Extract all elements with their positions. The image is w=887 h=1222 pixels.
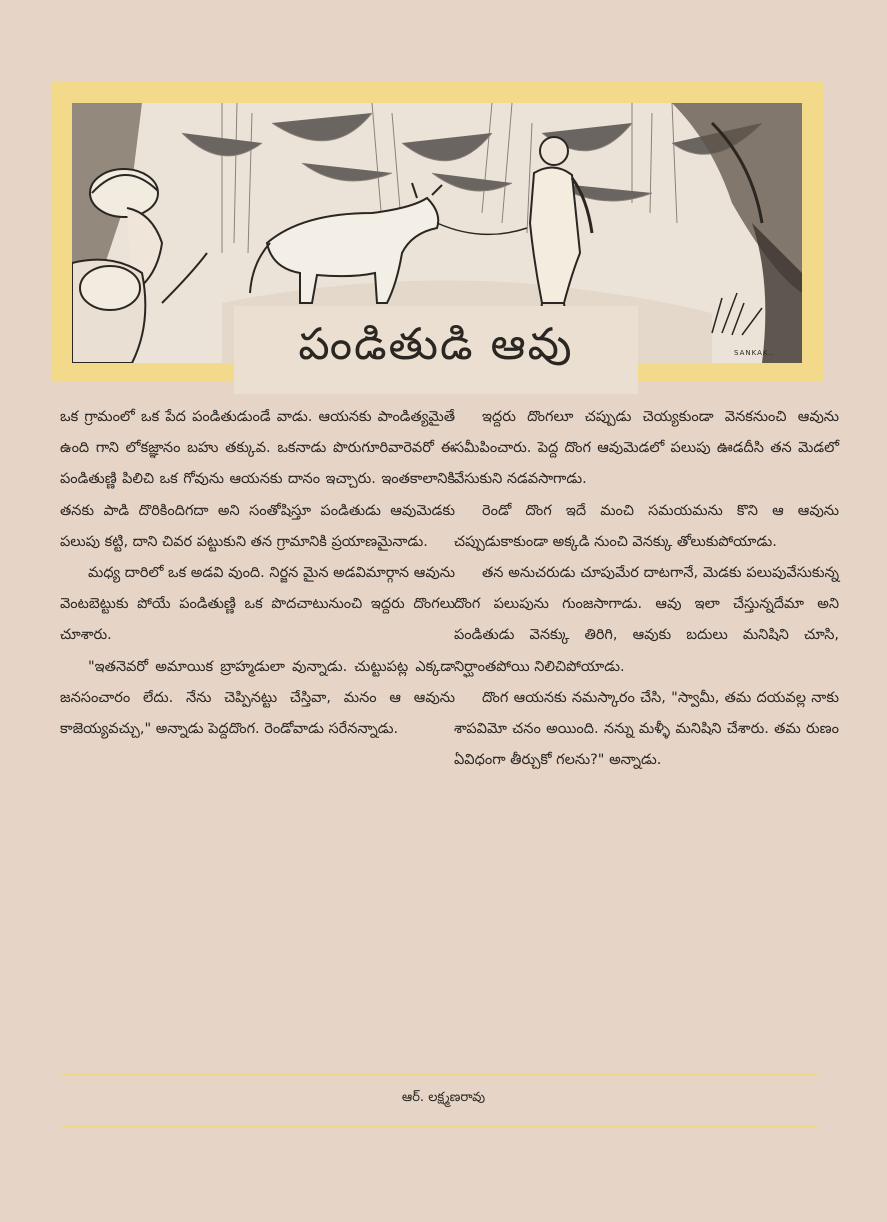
left-column [60, 402, 455, 745]
illustrator-signature: SANKAK.. [734, 349, 775, 357]
paragraph: ఒక గ్రామంలో ఒక పేద పండితుడుండే వాడు. ఆయనకు పాండిత్యమైతే ఉంది గాని లోకజ్ఞానం బహు తక్కువ. ఒకనాడు పొరుగూరివారెవరో ఈ పండితుణ్ణి పిలిచి ఒక గోవును ఆయనకు దానం ఇచ్చారు. ఇంతకాలానికి తనకు పాడి దొరికిందిగదా అని సంతోషిస్తూ పండితుడు ఆవుమెడకు పలుపు కట్టి, దాని చివర పట్టుకుని తన గ్రామానికి ప్రయాణమైనాడు. [60, 409, 455, 550]
paragraph: మధ్య దారిలో ఒక అడవి వుంది. నిర్జన మైన అడవిమార్గాన ఆవును వెంటబెట్టుకు పోయే పండితుణ్ణి ఒక పొదచాటునుంచి ఇద్దరు దొంగలు చూశారు. [60, 565, 455, 644]
paragraph: ఇద్దరు దొంగలూ చప్పుడు చెయ్యకుండా వెనకనుంచి ఆవును సమీపించారు. పెద్ద దొంగ ఆవుమెడలో పలుపు ఊడదీసి తన మెడలో వేసుకుని నడవసాగాడు. [454, 409, 839, 488]
story-title: పండితుడి ఆవు [298, 319, 574, 370]
right-column [454, 402, 839, 776]
title-panel [234, 306, 638, 394]
author-credit: ఆర్. లక్ష్మణరావు [401, 1090, 486, 1105]
paragraph: "ఇతనెవరో అమాయిక బ్రాహ్మడులా వున్నాడు. చుట్టుపట్ల ఎక్కడా జనసంచారం లేదు. నేను చెప్పినట్టు చేస్తివా, మనం ఆ ఆవును కాజెయ్యవచ్చు," అన్నాడు పెద్దదొంగ. రెండోవాడు సరేనన్నాడు. [60, 658, 455, 738]
paragraph: దొంగ ఆయనకు నమస్కారం చేసి, "స్వామీ, తమ దయవల్ల నాకు శాపవిమో చనం అయింది. నన్ను మళ్ళీ మనిషిని చేశారు. తమ రుణం ఏవిధంగా తీర్చుకో గలను?" అన్నాడు. [454, 689, 839, 769]
divider [62, 1125, 818, 1128]
paragraph: రెండో దొంగ ఇదే మంచి సమయమను కొని ఆ ఆవును చప్పుడుకాకుండా అక్కడి నుంచి వెనక్కు తోలుకుపోయాడు. [454, 502, 839, 550]
divider [62, 1073, 818, 1076]
paragraph: తన అనుచరుడు చూపుమేర దాటగానే, మెడకు పలుపువేసుకున్న దొంగ పలుపును గుంజసాగాడు. ఆవు ఇలా చేస్తున్నదేమా అని పండితుడు వెనక్కు తిరిగి, ఆవుకు బదులు మనిషిని చూసి, నిర్ఘాంతపోయి నిలిచిపోయాడు. [454, 565, 839, 675]
